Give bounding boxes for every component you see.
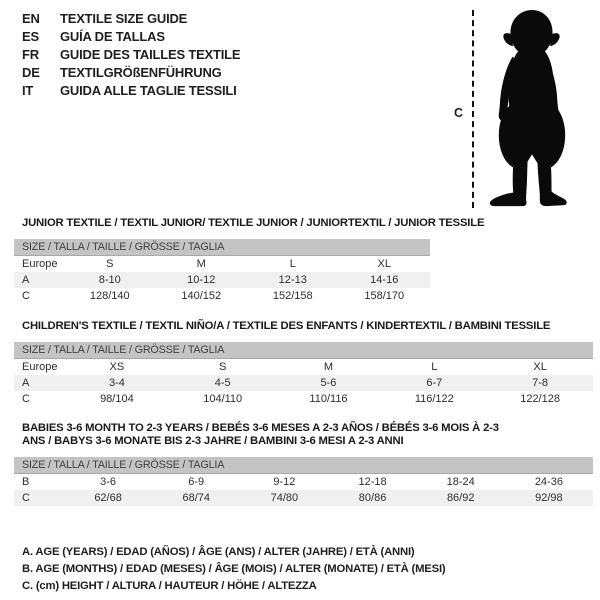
row-label: Europe — [22, 361, 58, 373]
babies-section-title: BABIES 3-6 MONTH TO 2-3 YEARS / BEBÉS 3-6 MESES A 2-3 AÑOS / BÉBÉS 3-6 MOIS À 2-3 ANS / BABYS 3-6 MONATE BIS 2-3 JAHRE / BAMBINI 3-6 MESI A 2-3 ANNI — [22, 422, 499, 447]
legend-note: B. AGE (MONTHS) / EDAD (MESES) / ÂGE (MOIS) / ALTER (MONATE) / ETÀ (MESI) — [22, 563, 446, 575]
table-row — [14, 474, 593, 491]
language-row — [22, 30, 240, 43]
table-row — [14, 375, 593, 391]
row-label: Europe — [22, 258, 58, 270]
size-header-cell: SIZE / TALLA / TAILLE / GRÖSSE / TAGLIA — [14, 342, 593, 359]
table-row — [14, 490, 593, 506]
top-row — [0, 0, 600, 210]
language-row — [22, 12, 240, 25]
row-label: C — [22, 492, 30, 504]
size-cell: 152/158 — [272, 290, 313, 302]
size-cell: S — [219, 361, 227, 373]
row-label: C — [22, 393, 30, 405]
babies-textile-section — [14, 422, 600, 506]
size-cell: L — [431, 361, 438, 373]
size-cell: 12-18 — [358, 476, 387, 488]
size-cell: 7-8 — [532, 377, 549, 389]
size-cell: 158/170 — [364, 290, 405, 302]
size-cell: L — [289, 258, 296, 270]
size-cell: 3-4 — [108, 377, 125, 389]
table-row — [14, 288, 430, 304]
guide-title-text: GUIDE DES TAILLES TEXTILE — [60, 47, 241, 62]
legend-notes — [22, 546, 600, 592]
size-cell: 140/152 — [181, 290, 222, 302]
children-size-table — [14, 342, 593, 407]
language-code: DE — [22, 65, 40, 80]
language-code: IT — [22, 83, 34, 98]
row-label: A — [22, 377, 30, 389]
table-row — [14, 359, 593, 376]
size-cell: 4-5 — [214, 377, 231, 389]
size-header-cell: SIZE / TALLA / TAILLE / GRÖSSE / TAGLIA — [14, 239, 430, 256]
guide-title-text: GUIDA ALLE TAGLIE TESSILI — [60, 83, 237, 98]
size-cell: 3-6 — [100, 476, 117, 488]
size-cell: 24-36 — [534, 476, 563, 488]
legend-note: C. (cm) HEIGHT / ALTURA / HAUTEUR / HÖHE / ALTEZZA — [22, 580, 317, 592]
size-cell: 10-12 — [187, 274, 216, 286]
language-title-list — [22, 12, 240, 210]
size-cell: XL — [377, 258, 391, 270]
junior-section-title: JUNIOR TEXTILE / TEXTIL JUNIOR/ TEXTILE JUNIOR / JUNIORTEXTIL / JUNIOR TESSILE — [22, 217, 485, 229]
size-cell: 74/80 — [270, 492, 299, 504]
size-cell: M — [196, 258, 206, 270]
size-cell: 18-24 — [446, 476, 475, 488]
size-cell: 62/68 — [94, 492, 122, 504]
junior-size-table — [14, 239, 430, 304]
size-cell: 68/74 — [182, 492, 210, 504]
guide-title-text: TEXTILGRÖßENFÜHRUNG — [60, 65, 222, 80]
language-code: ES — [22, 29, 39, 44]
size-cell: 86/92 — [446, 492, 475, 504]
language-code: FR — [22, 47, 39, 62]
language-row — [22, 48, 240, 61]
table-row — [14, 256, 430, 273]
legend-note: A. AGE (YEARS) / EDAD (AÑOS) / ÂGE (ANS) / ALTER (JAHRE) / ETÀ (ANNI) — [22, 546, 415, 558]
babies-size-table — [14, 457, 593, 506]
row-label: C — [22, 290, 30, 302]
size-cell: 110/116 — [309, 393, 348, 405]
size-cell: 122/128 — [520, 393, 560, 405]
baby-silhouette-icon — [482, 8, 582, 211]
size-cell: 128/140 — [89, 290, 130, 302]
size-cell: 6-9 — [188, 476, 205, 488]
language-code: EN — [22, 11, 40, 26]
guide-title-text: GUÍA DE TALLAS — [60, 29, 165, 44]
measure-c-label: C — [454, 106, 464, 120]
children-textile-section — [14, 320, 600, 407]
size-cell: M — [323, 361, 334, 373]
language-row — [22, 66, 240, 79]
children-section-title: CHILDREN'S TEXTILE / TEXTIL NIÑO/A / TEXTILE DES ENFANTS / KINDERTEXTIL / BAMBINI TESSILE — [22, 320, 551, 332]
size-cell: 104/110 — [203, 393, 243, 405]
junior-textile-section — [14, 217, 600, 304]
size-header-cell: SIZE / TALLA / TAILLE / GRÖSSE / TAGLIA — [14, 457, 593, 474]
height-measure-figure — [454, 8, 586, 210]
row-label: B — [22, 476, 30, 488]
size-cell: XS — [109, 361, 125, 373]
size-cell: 92/98 — [535, 492, 563, 504]
size-cell: 14-16 — [370, 274, 399, 286]
row-label: A — [22, 274, 30, 286]
table-row — [14, 391, 593, 407]
size-cell: 5-6 — [320, 377, 337, 389]
size-cell: 8-10 — [98, 274, 121, 286]
size-cell: S — [106, 258, 114, 270]
guide-title-text: TEXTILE SIZE GUIDE — [60, 11, 188, 26]
table-row — [14, 272, 430, 288]
size-cell: 12-13 — [278, 274, 307, 286]
size-cell: 9-12 — [273, 476, 296, 488]
size-cell: 6-7 — [426, 377, 443, 389]
language-row — [22, 84, 240, 97]
height-dashed-line — [472, 10, 474, 208]
size-cell: 80/86 — [358, 492, 387, 504]
size-cell: XL — [533, 361, 547, 373]
size-cell: 116/122 — [414, 393, 454, 405]
size-cell: 98/104 — [100, 393, 134, 405]
